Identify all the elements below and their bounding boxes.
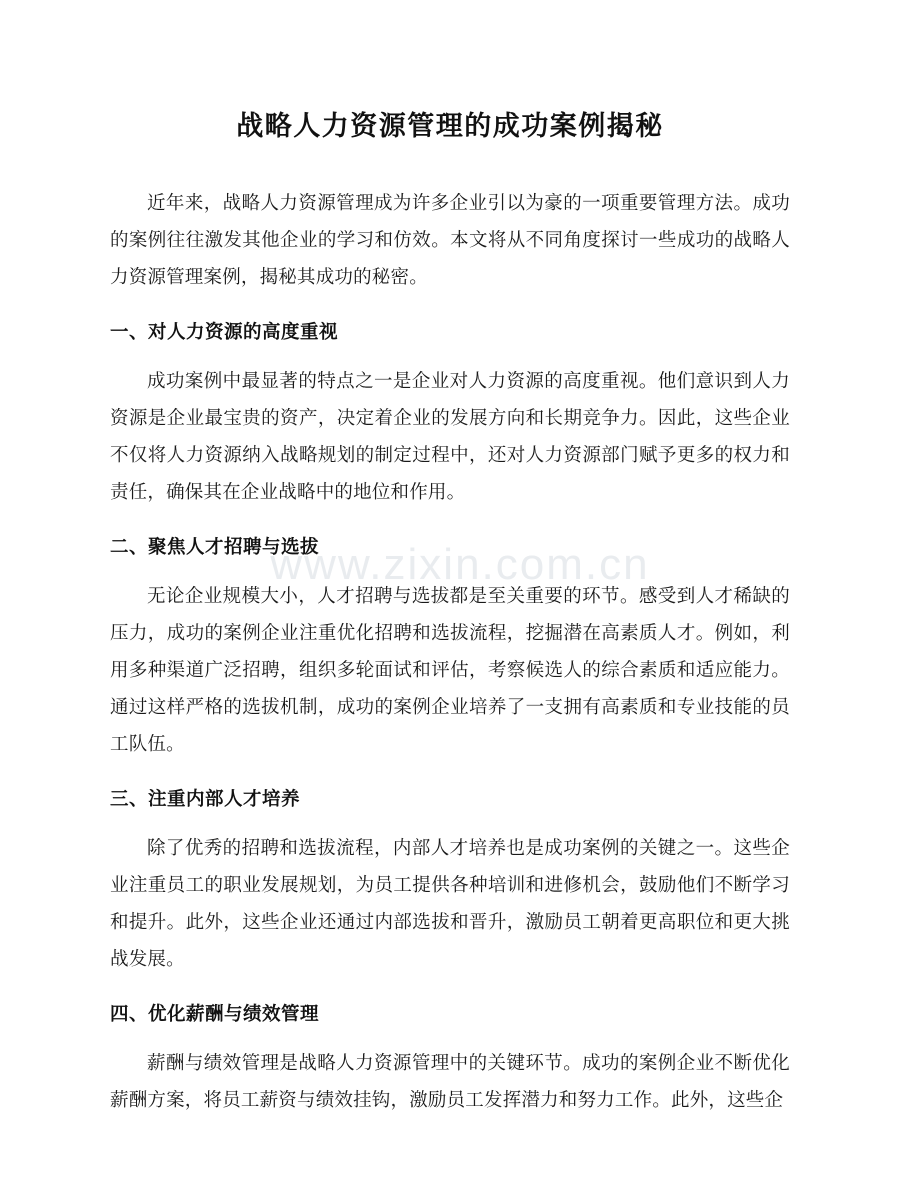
section-paragraph-4: 薪酬与绩效管理是战略人力资源管理中的关键环节。成功的案例企业不断优化薪酬方案，将员工薪资与绩效挂钩，激励员工发挥潜力和努力工作。此外，这些企 xyxy=(110,1054,790,1112)
section-heading-3: 三、注重内部人才培养 xyxy=(110,788,301,810)
page-title: 战略人力资源管理的成功案例揭秘 xyxy=(236,111,664,141)
section-paragraph-3: 除了优秀的招聘和选拔流程，内部人才培养也是成功案例的关键之一。这些企业注重员工的职业发展规划，为员工提供各种培训和进修机会，鼓励他们不断学习和提升。此外，这些企业还通过内部选拔和晋升，激励员工朝着更高职位和更大挑战发展。 xyxy=(110,839,790,971)
section-heading-1: 一、对人力资源的高度重视 xyxy=(110,321,339,343)
section-paragraph-2: 无论企业规模大小，人才招聘与选拔都是至关重要的环节。感受到人才稀缺的压力，成功的案例企业注重优化招聘和选拔流程，挖掘潜在高素质人才。例如，利用多种渠道广泛招聘，组织多轮面试和评估，考察候选人的综合素质和适应能力。通过这样严格的选拔机制，成功的案例企业培养了一支拥有高素质和专业技能的员工队伍。 xyxy=(110,587,790,756)
intro-paragraph: 近年来，战略人力资源管理成为许多企业引以为豪的一项重要管理方法。成功的案例往往激发其他企业的学习和仿效。本文将从不同角度探讨一些成功的战略人力资源管理案例，揭秘其成功的秘密。 xyxy=(110,194,790,289)
section-heading-2: 二、聚焦人才招聘与选拔 xyxy=(110,536,320,558)
watermark-text: www.zixin.com.cn xyxy=(270,540,650,589)
section-paragraph-1: 成功案例中最显著的特点之一是企业对人力资源的高度重视。他们意识到人力资源是企业最宝贵的资产，决定着企业的发展方向和长期竞争力。因此，这些企业不仅将人力资源纳入战略规划的制定过程中，还对人力资源部门赋予更多的权力和责任，确保其在企业战略中的地位和作用。 xyxy=(110,372,790,504)
section-heading-4: 四、优化薪酬与绩效管理 xyxy=(110,1003,320,1025)
